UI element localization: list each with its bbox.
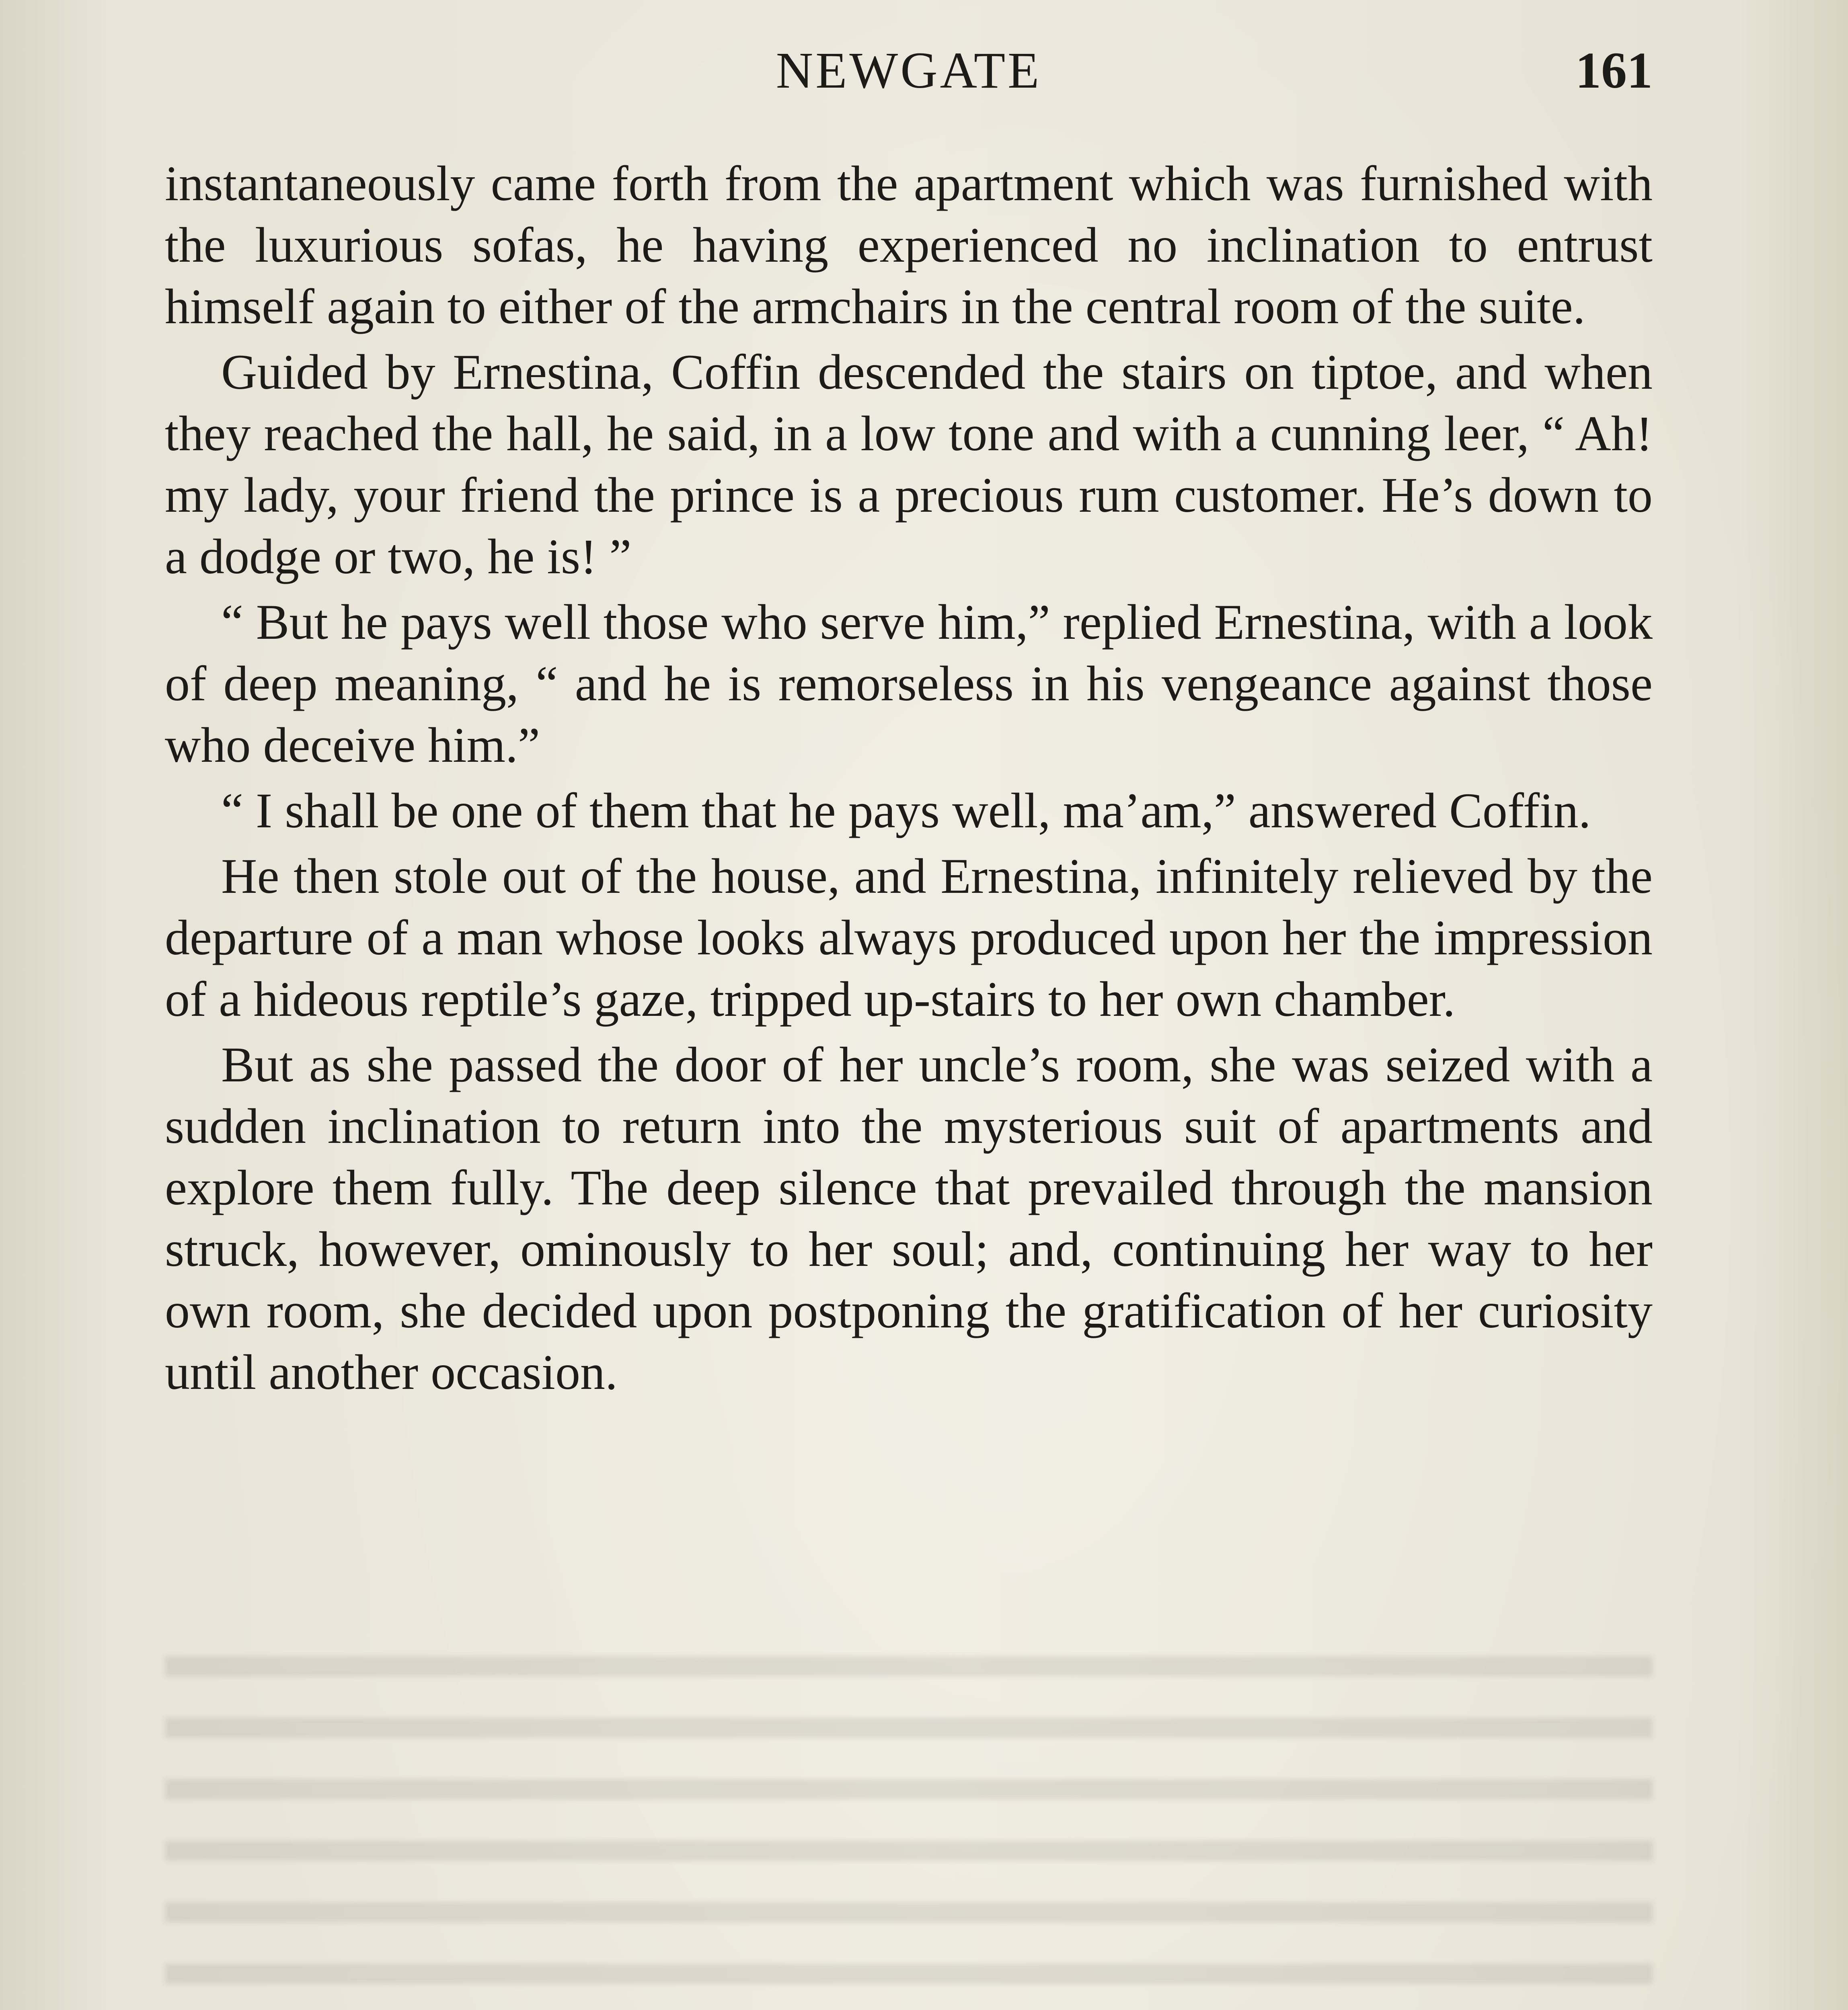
bleed-through-texture <box>165 1628 1653 2010</box>
paragraph: instantaneously came forth from the apartment which was furnished with the luxurious sofas, he having experienced no inclination to entrust himself again to either of the armchairs in the central room of the suite. <box>165 156 1653 334</box>
page-header <box>165 38 1653 103</box>
paragraph: Guided by Ernestina, Coffin descended the stairs on tiptoe, and when they reached the hall, he said, in a low tone and with a cunning leer, “ Ah! my lady, your friend the prince is a precious rum customer. He’s down to a dodge or two, he is! ” <box>165 345 1653 584</box>
paragraph: “ But he pays well those who serve him,” replied Ernestina, with a look of deep meaning, “ and he is remorseless in his vengeance against those who deceive him.” <box>165 595 1653 773</box>
paragraph: “ I shall be one of them that he pays well, ma’am,” answered Coffin. <box>221 783 1591 838</box>
page-number: 161 <box>1575 42 1653 99</box>
running-head: NEWGATE <box>776 42 1042 99</box>
paragraph: He then stole out of the house, and Ernestina, infinitely relieved by the departure of a man whose looks always produced upon her the impression of a hideous reptile’s gaze, tripped up-stairs to her own chamber. <box>165 849 1653 1027</box>
body-text <box>165 153 1653 1407</box>
paragraph: But as she passed the door of her uncle’s room, she was seized with a sudden inclination to return into the mysterious suit of apartments and explore them fully. The deep silence that prevailed through the mansion struck, however, ominously to her soul; and, continuing her way to her own room, she decided upon postponing the gratification of her curiosity until another occasion. <box>165 1037 1653 1400</box>
